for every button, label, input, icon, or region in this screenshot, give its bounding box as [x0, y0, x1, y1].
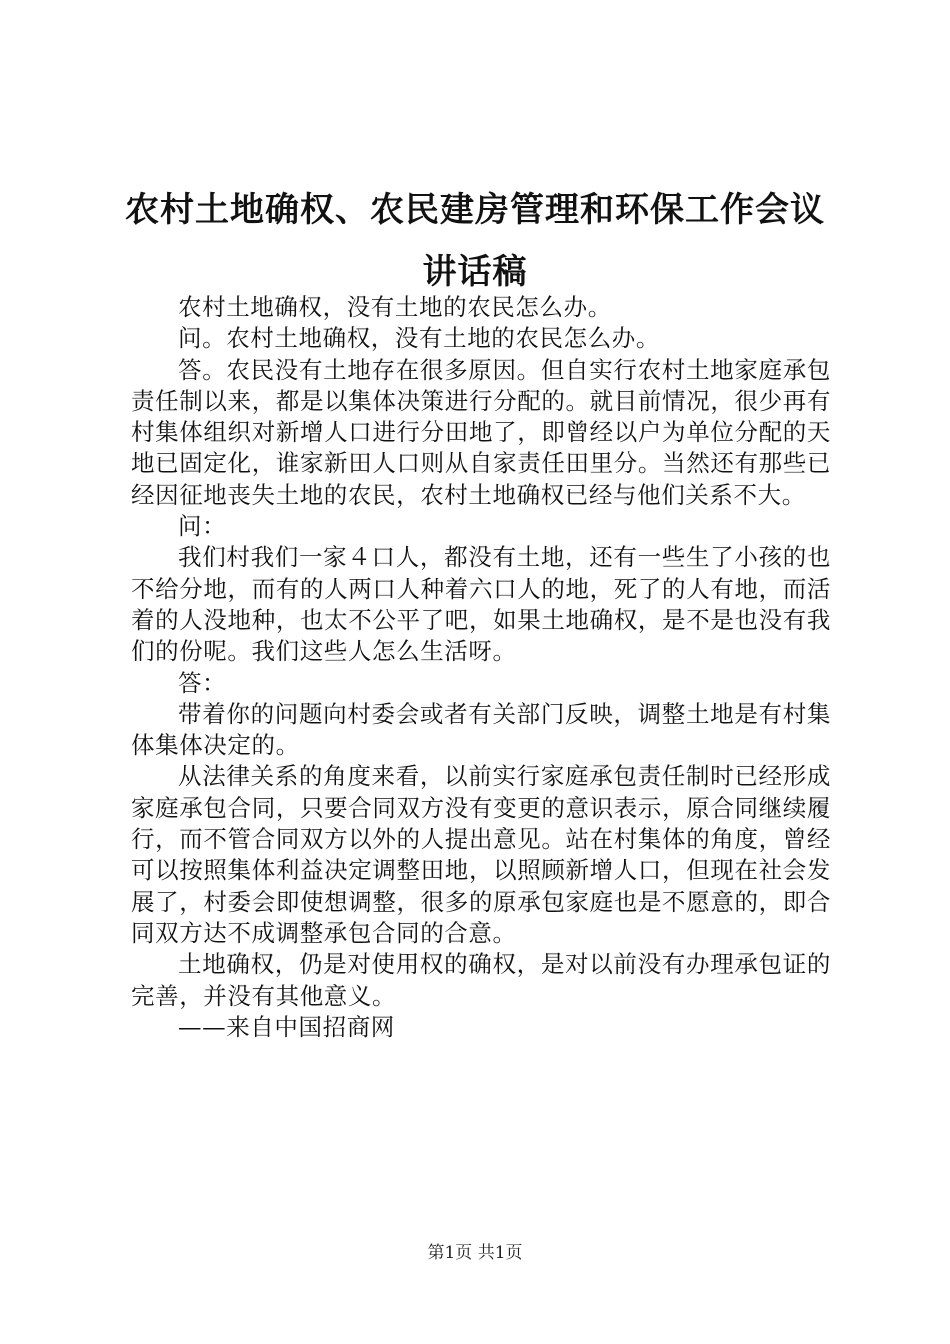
document-title-line-2: 讲话稿: [422, 252, 528, 292]
paragraph: 我们村我们一家４口人，都没有土地，还有一些生了小孩的也不给分地，而有的人两口人种着六口人的地，死了的人有地，而活着的人没地种，也太不公平了吧，如果土地确权，是不是也没有我们的份呢。我们这些人怎么生活呀。: [131, 543, 831, 666]
paragraph: 从法律关系的角度来看，以前实行家庭承包责任制时已经形成家庭承包合同，只要合同双方没有变更的意识表示，原合同继续履行，而不管合同双方以外的人提出意见。站在村集体的角度，曾经可以按照集体利益决定调整田地，以照顾新增人口，但现在社会发展了，村委会即使想调整，很多的原承包家庭也是不愿意的，即合同双方达不成调整承包合同的合意。: [131, 762, 831, 947]
paragraph: 带着你的问题向村委会或者有关部门反映，调整土地是有村集体集体决定的。: [131, 699, 831, 760]
paragraph: 答：: [178, 668, 227, 697]
page-number-footer: 第1页 共1页: [427, 1243, 523, 1263]
paragraph: 问。农村土地确权，没有土地的农民怎么办。: [178, 324, 660, 353]
source-attribution: ——来自中国招商网: [178, 1012, 395, 1041]
document-title-line-1: 农村土地确权、农民建房管理和环保工作会议: [125, 190, 825, 230]
paragraph: 答。农民没有土地存在很多原因。但自实行农村土地家庭承包责任制以来，都是以集体决策进行分配的。就目前情况，很少再有村集体组织对新增人口进行分田地了，即曾经以户为单位分配的天地已固定化，谁家新田人口则从自家责任田里分。当然还有那些已经因征地丧失土地的农民，农村土地确权已经与他们关系不大。: [131, 355, 831, 509]
document-body: [131, 292, 831, 1043]
paragraph: 问：: [178, 512, 227, 541]
paragraph: 土地确权，仍是对使用权的确权，是对以前没有办理承包证的完善，并没有其他意义。: [131, 950, 831, 1010]
paragraph: 农村土地确权，没有土地的农民怎么办。: [178, 293, 612, 321]
